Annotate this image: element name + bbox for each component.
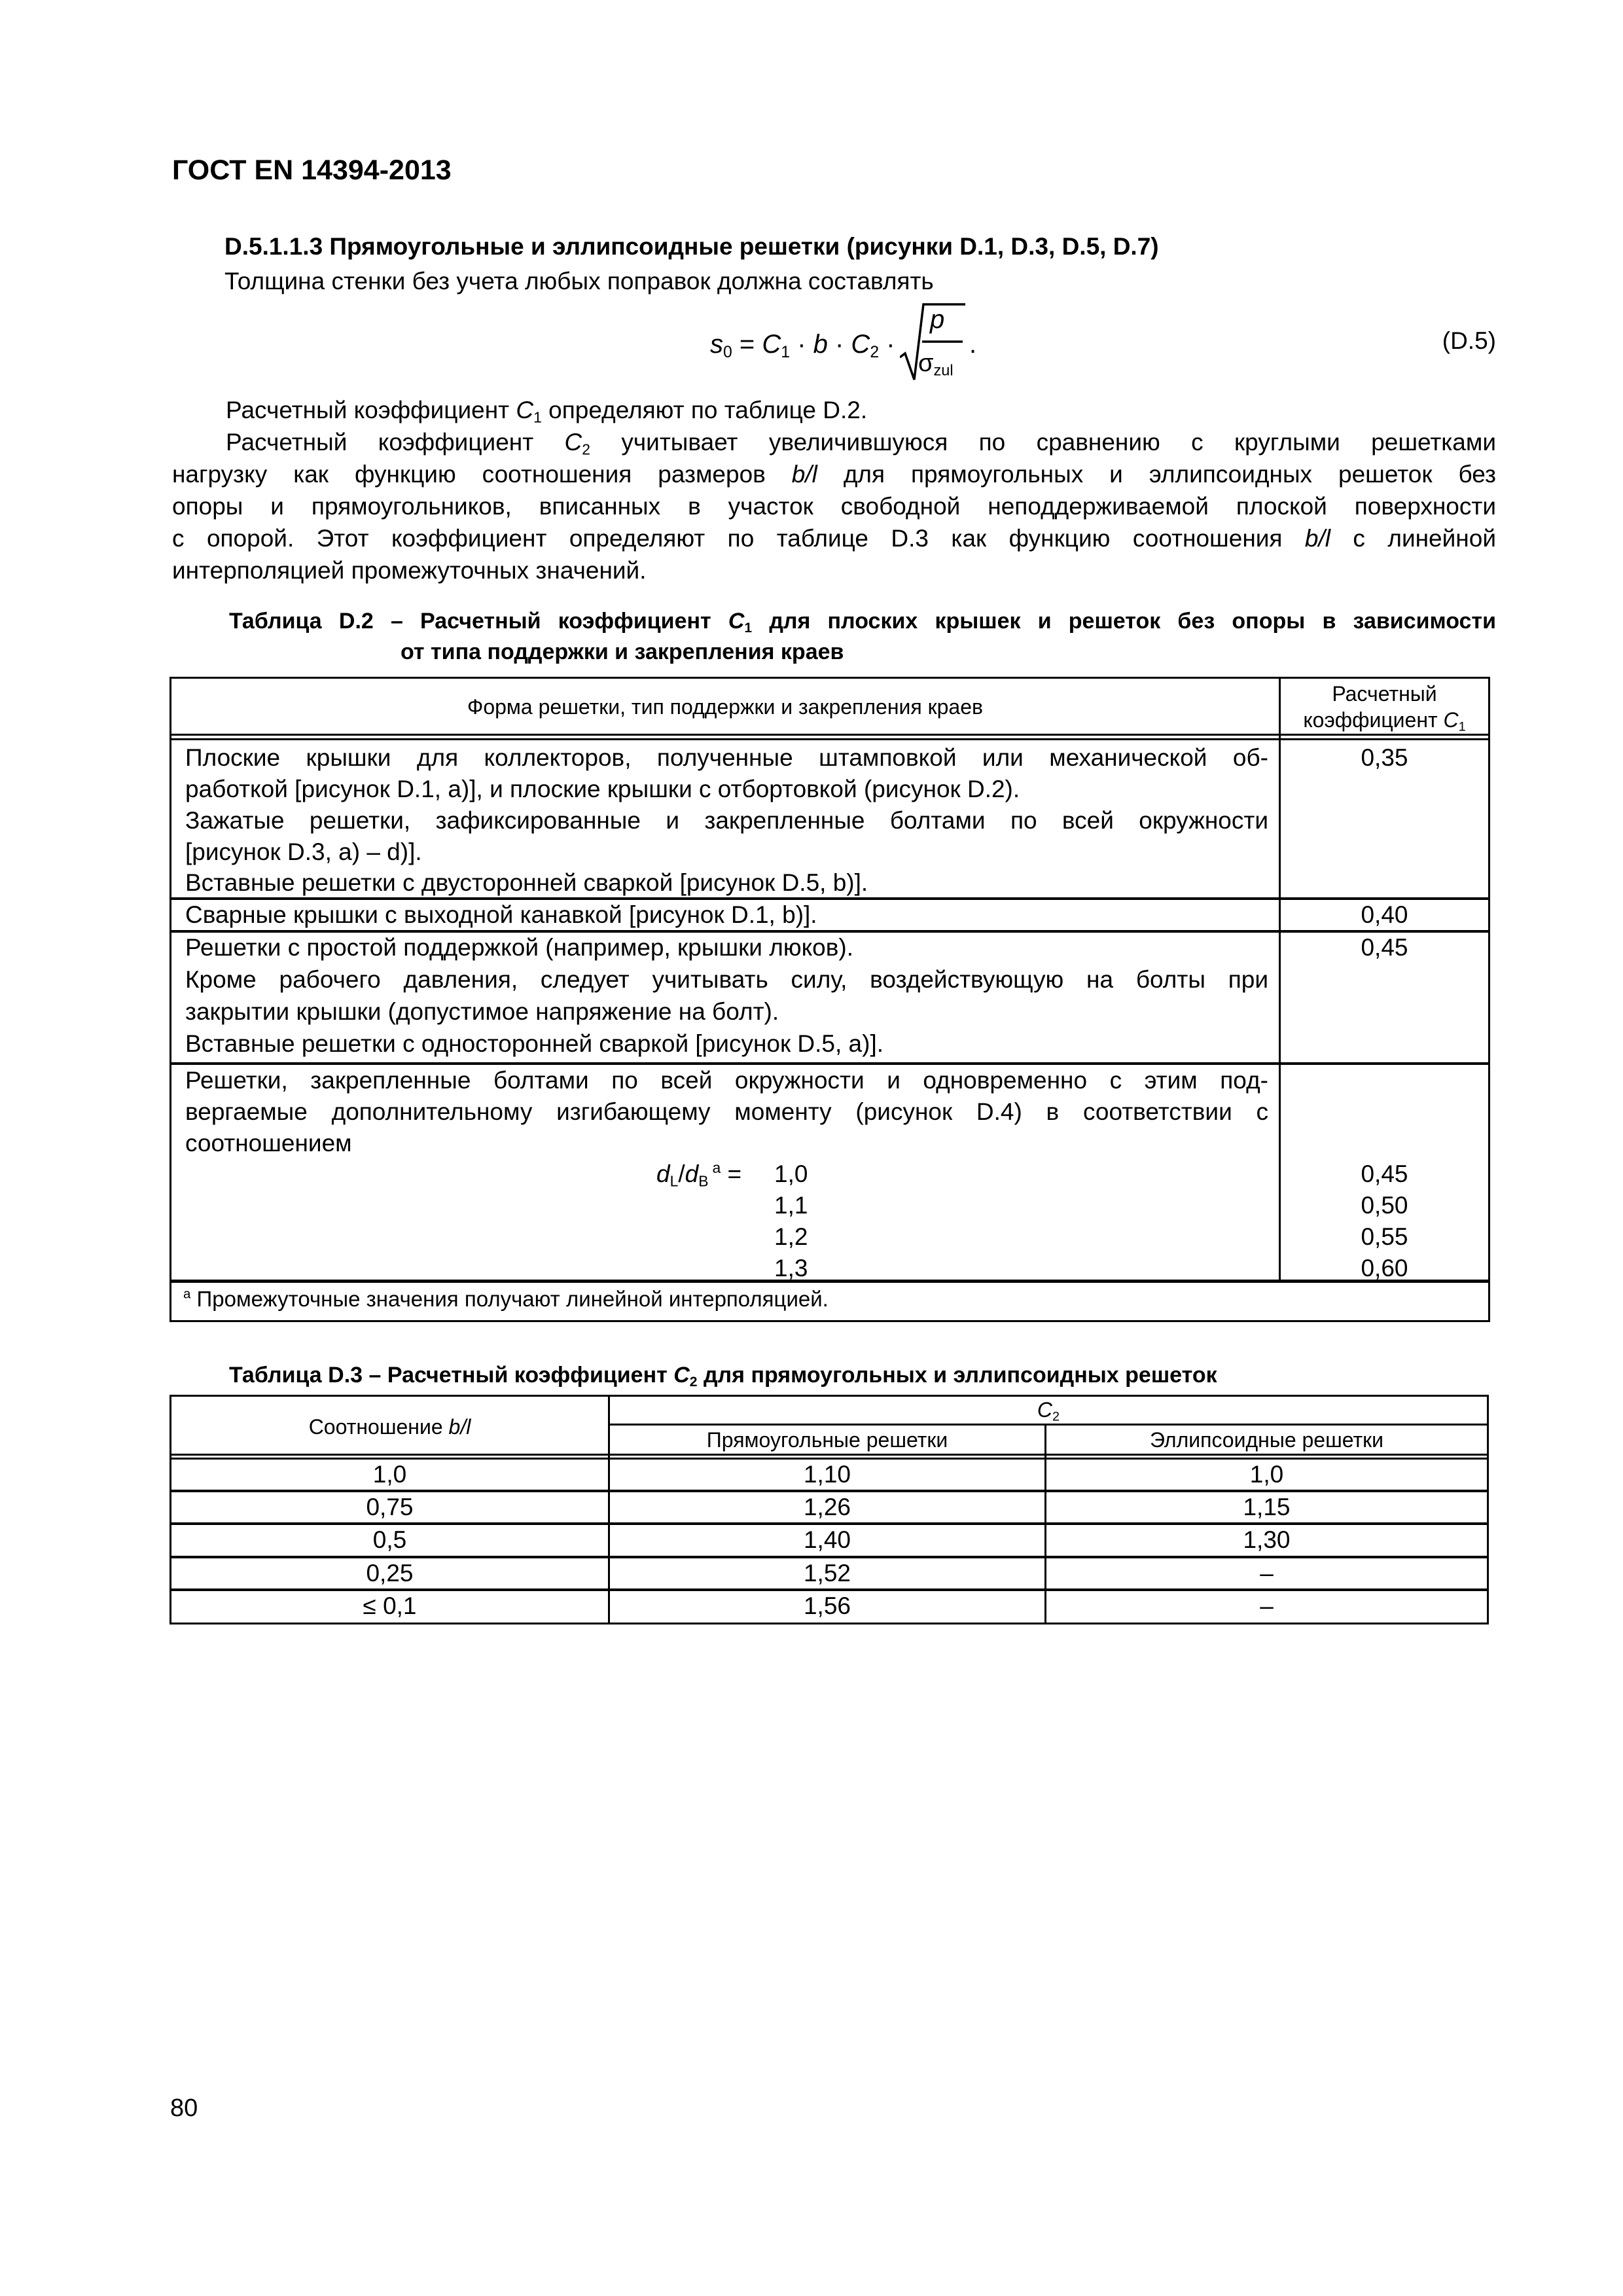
- text: [1281, 707, 1488, 733]
- row-text-line: Кроме рабочего давления, следует учитывать силу, воздействующую на болты при: [185, 966, 1268, 993]
- subscript: 1: [744, 620, 753, 636]
- text: учитывает увеличившуюся по сравнению с круглыми решетками: [590, 429, 1496, 456]
- row-text-line: закрытии крышки (допустимое напряжение на болт).: [185, 998, 779, 1025]
- row-text-line: Решетки, закрепленные болтами по всей окружности и одновременно с этим под-: [185, 1067, 1268, 1094]
- subscript: 2: [689, 1374, 698, 1390]
- ellipse-value: 1,30: [1243, 1526, 1291, 1553]
- rect-value: 1,10: [803, 1461, 851, 1488]
- text: для прямоугольных и эллипсоидных решеток: [697, 1363, 1217, 1388]
- text: для плоских крышек и решеток без опоры в зависимости: [752, 609, 1496, 634]
- coefficient-value: 0,60: [1361, 1255, 1408, 1282]
- ratio-value: 1,1: [774, 1192, 808, 1219]
- symbol-c: C: [1037, 1398, 1053, 1422]
- ellipse-value: –: [1260, 1592, 1274, 1619]
- table-d2-header-shape: Форма решетки, тип поддержки и закрепления краев: [467, 695, 983, 719]
- text: Соотношение: [308, 1415, 449, 1439]
- table-d2-header-coefficient: [1281, 681, 1488, 733]
- table-d3-header-ratio: [171, 1414, 608, 1440]
- subscript: 1: [781, 343, 791, 361]
- footnote-mark: a: [183, 1286, 191, 1302]
- ratio-value: 1,2: [774, 1223, 808, 1250]
- text: Расчетный: [1332, 682, 1437, 706]
- equation-number: (D.5): [1442, 327, 1496, 354]
- page-number: 80: [170, 2094, 198, 2122]
- text: с линейной: [1330, 525, 1496, 552]
- symbol-b-over-l: b/l: [791, 461, 817, 488]
- row-text-line: Решетки с простой поддержкой (например, крышки люков).: [185, 934, 854, 961]
- table-d2-caption-line2: от типа поддержки и закрепления краев: [401, 639, 844, 664]
- row-text-line: Вставные решетки с двусторонней сваркой [рисунок D.5, b)].: [185, 869, 868, 896]
- table-d3-header-ellipsoidal: Эллипсоидные решетки: [1149, 1428, 1384, 1452]
- ratio-value: 1,0: [774, 1160, 808, 1187]
- table-d2-header-divider: [169, 738, 1490, 740]
- text: Таблица D.3 – Расчетный коэффициент: [229, 1363, 674, 1388]
- ellipse-value: 1,0: [1249, 1461, 1284, 1488]
- ellipse-value: 1,15: [1243, 1494, 1291, 1520]
- sigma-symbol: σ: [918, 350, 934, 377]
- table-d3-group-divider: [608, 1424, 1489, 1426]
- text: с опорой. Этот коэффициент определяют по таблице D.3 как функцию соотношения: [172, 525, 1305, 552]
- paragraph-c2-line: [172, 522, 1496, 554]
- paragraph-c2-line: интерполяцией промежуточных значений.: [172, 557, 647, 584]
- subscript: zul: [933, 361, 954, 379]
- symbol-c: C: [728, 609, 745, 634]
- document-id-header: ГОСТ EN 14394-2013: [172, 154, 452, 186]
- rect-value: 1,52: [803, 1560, 851, 1587]
- rect-value: 1,56: [803, 1592, 851, 1619]
- symbol-c: C: [516, 397, 534, 423]
- table-d3-caption: [229, 1363, 1217, 1388]
- paragraph-c2-line: [226, 426, 1496, 458]
- coefficient-value: 0,55: [1361, 1223, 1408, 1250]
- multiply-dot: ·: [790, 330, 813, 359]
- fraction-numerator: p: [930, 305, 945, 334]
- multiply-dot: ·: [827, 330, 851, 359]
- text: Расчетный коэффициент: [226, 429, 565, 456]
- subscript: L: [669, 1172, 679, 1190]
- text: коэффициент: [1303, 708, 1444, 732]
- row-text-line: Вставные решетки с односторонней сваркой [рисунок D.5, a)].: [185, 1030, 884, 1057]
- coefficient-value: 0,35: [1361, 744, 1408, 771]
- symbol-c1: C: [762, 330, 781, 359]
- row-text-line: вергаемые дополнительному изгибающему моменту (рисунок D.4) в соответствии с: [185, 1098, 1268, 1125]
- symbol-b-over-l: b/l: [1304, 525, 1330, 552]
- coefficient-value: 0,45: [1361, 934, 1408, 961]
- row-text-line: Зажатые решетки, зафиксированные и закрепленные болтами по всей окружности: [185, 807, 1268, 834]
- symbol-c2: C: [851, 330, 870, 359]
- table-d2-caption-line1: [229, 609, 1496, 634]
- equals-sign: =: [732, 330, 762, 359]
- ratio-value: 0,5: [372, 1526, 407, 1553]
- symbol-c: C: [564, 429, 582, 456]
- symbol-c: C: [673, 1363, 690, 1388]
- formula-d5: [710, 300, 985, 385]
- symbol-c: C: [1443, 708, 1459, 732]
- footnote-mark: a: [712, 1159, 721, 1177]
- section-heading: D.5.1.1.3 Прямоугольные и эллипсоидные решетки (рисунки D.1, D.3, D.5, D.7): [224, 233, 1159, 260]
- row-text-line: Сварные крышки с выходной канавкой [рисунок D.1, b)].: [185, 901, 817, 928]
- equals-sign: =: [721, 1160, 742, 1187]
- row-text-line: [рисунок D.3, a) – d)].: [185, 838, 422, 865]
- fraction-denominator: [918, 350, 954, 378]
- multiply-dot: ·: [879, 330, 895, 359]
- symbol-b-over-l: b/l: [448, 1415, 471, 1439]
- text: нагрузку как функцию соотношения размеров: [172, 461, 792, 488]
- ratio-value: 0,25: [366, 1560, 414, 1587]
- subscript: B: [698, 1172, 709, 1190]
- subscript: 2: [870, 343, 880, 361]
- text: Расчетный коэффициент: [226, 397, 516, 423]
- text: для прямоугольных и эллипсоидных решеток без: [817, 461, 1496, 488]
- symbol-d: d: [685, 1160, 699, 1187]
- table-d2-header-divider: [169, 734, 1490, 736]
- table-d3-header-rectangular: Прямоугольные решетки: [706, 1428, 948, 1452]
- text: определяют по таблице D.2.: [541, 397, 868, 423]
- table-d3-header-divider: [169, 1454, 1489, 1456]
- symbol-d: d: [656, 1160, 670, 1187]
- subscript: 1: [1458, 719, 1466, 734]
- ratio-value: 1,0: [372, 1461, 407, 1488]
- coefficient-value: 0,45: [1361, 1160, 1408, 1187]
- subscript: 1: [533, 408, 542, 426]
- table-d2-footnote: [183, 1287, 829, 1312]
- ratio-value: 0,75: [366, 1494, 414, 1520]
- subscript: 0: [723, 343, 732, 361]
- rect-value: 1,40: [803, 1526, 851, 1553]
- paragraph-c2-line: опоры и прямоугольников, вписанных в участок свободной неподдерживаемой плоской поверхности: [172, 493, 1496, 520]
- row-text-line: Плоские крышки для коллекторов, полученные штамповкой или механической об-: [185, 744, 1268, 771]
- symbol-s: s: [710, 330, 723, 359]
- row-text-line: соотношением: [185, 1130, 352, 1157]
- text: Промежуточные значения получают линейной интерполяцией.: [196, 1287, 829, 1311]
- ratio-value: 1,3: [774, 1255, 808, 1282]
- coefficient-value: 0,50: [1361, 1192, 1408, 1219]
- table-d3-header-c2: [610, 1397, 1487, 1423]
- coefficient-value: 0,40: [1361, 901, 1408, 928]
- subscript: 2: [1052, 1409, 1060, 1424]
- paragraph-c2-line: [172, 458, 1496, 490]
- ellipse-value: –: [1260, 1560, 1274, 1587]
- symbol-b: b: [813, 330, 828, 359]
- formula-period: .: [969, 330, 977, 359]
- text: Таблица D.2 – Расчетный коэффициент: [229, 609, 728, 634]
- ratio-value: ≤ 0,1: [363, 1592, 417, 1619]
- ratio-label: [656, 1158, 741, 1191]
- paragraph-c1: [226, 394, 867, 426]
- subscript: 2: [582, 440, 591, 458]
- row-text-line: работкой [рисунок D.1, a)], и плоские крышки с отбортовкой (рисунок D.2).: [185, 776, 1020, 802]
- intro-text: Толщина стенки без учета любых поправок должна составлять: [224, 268, 934, 295]
- formula-lhs: [710, 330, 895, 359]
- text: /: [678, 1160, 685, 1187]
- rect-value: 1,26: [803, 1494, 851, 1520]
